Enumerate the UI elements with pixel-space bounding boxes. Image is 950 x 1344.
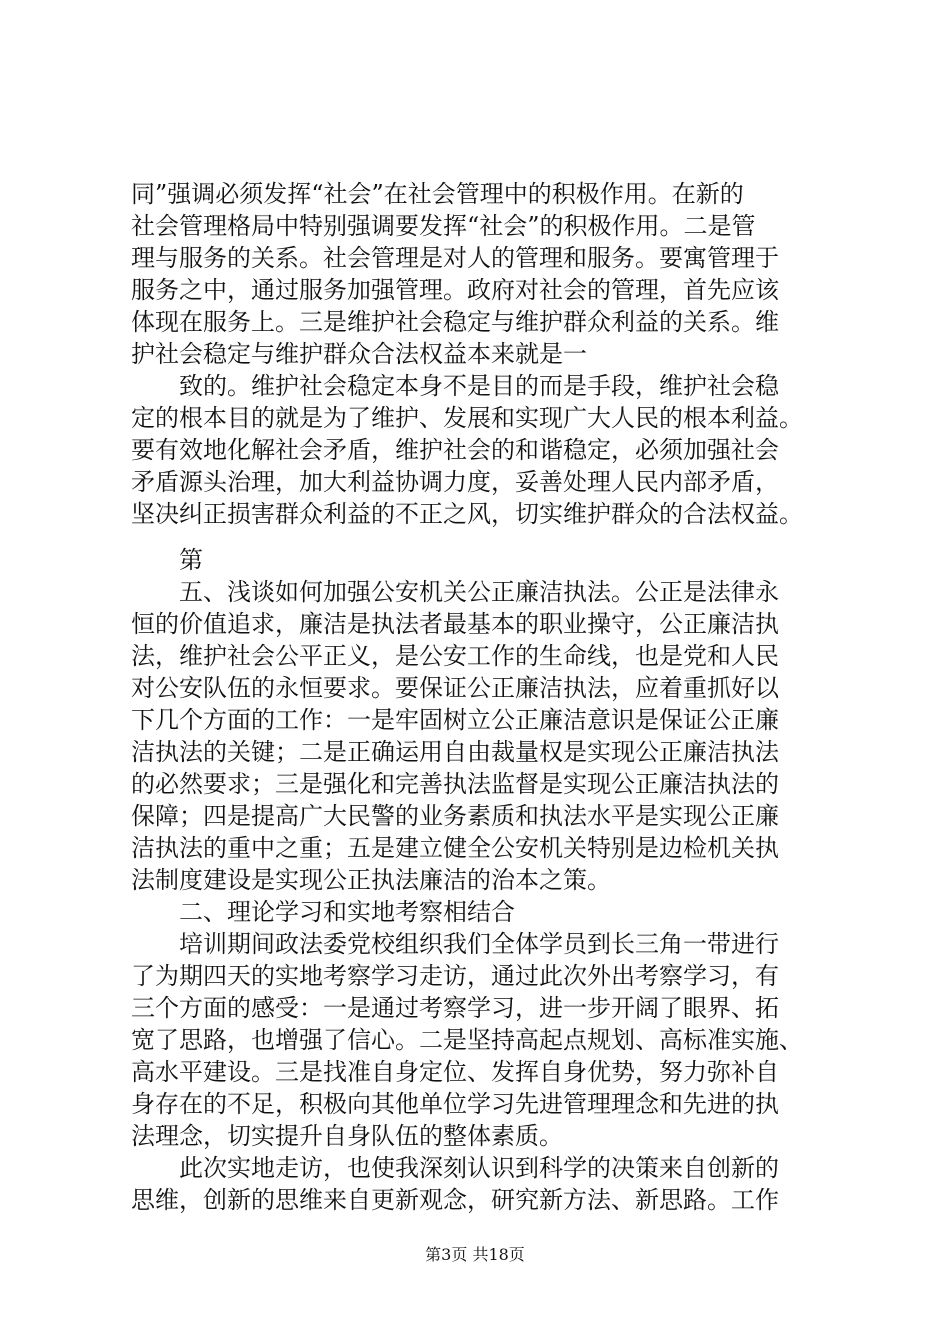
body-text-line: 此次实地走访，也使我深刻认识到科学的决策来自创新的 <box>131 1154 779 1182</box>
section-label: 第 <box>131 546 203 574</box>
page-number-footer: 第3页 共18页 <box>425 1245 525 1264</box>
body-text-line: 思维，创新的思维来自更新观念，研究新方法、新思路。工作 <box>131 1186 779 1214</box>
body-text-line: 法理念，切实提升自身队伍的整体素质。 <box>131 1122 563 1150</box>
body-text-line: 三个方面的感受：一是通过考察学习，进一步开阔了眼界、拓 <box>131 994 779 1022</box>
body-text-line: 理与服务的关系。社会管理是对人的管理和服务。要寓管理于 <box>131 244 779 272</box>
body-text-line: 矛盾源头治理，加大利益协调力度，妥善处理人民内部矛盾， <box>131 468 779 496</box>
body-text-line: 洁执法的关键；二是正确运用自由裁量权是实现公正廉洁执法 <box>131 738 779 766</box>
body-text-line: 要有效地化解社会矛盾，维护社会的和谐稳定，必须加强社会 <box>131 436 779 464</box>
body-text-line: 洁执法的重中之重；五是建立健全公安机关特别是边检机关执 <box>131 834 779 862</box>
body-text-line: 对公安队伍的永恒要求。要保证公正廉洁执法，应着重抓好以 <box>131 674 779 702</box>
body-text-line: 保障；四是提高广大民警的业务素质和执法水平是实现公正廉 <box>131 802 779 830</box>
body-text-line: 法，维护社会公平正义，是公安工作的生命线，也是党和人民 <box>131 642 779 670</box>
body-text-line: 法制度建设是实现公正执法廉洁的治本之策。 <box>131 866 611 894</box>
body-text-line: 下几个方面的工作：一是牢固树立公正廉洁意识是保证公正廉 <box>131 706 779 734</box>
body-text-line: 坚决纠正损害群众利益的不正之风，切实维护群众的合法权益。 <box>131 500 803 528</box>
body-text-line: 护社会稳定与维护群众合法权益本来就是一 <box>131 340 587 368</box>
body-text-line: 社会管理格局中特别强调要发挥“社会”的积极作用。二是管 <box>131 212 756 240</box>
body-text-line: 宽了思路，也增强了信心。二是坚持高起点规划、高标准实施、 <box>131 1026 803 1054</box>
body-text-line: 同”强调必须发挥“社会”在社会管理中的积极作用。在新的 <box>131 180 744 208</box>
body-text-line: 五、浅谈如何加强公安机关公正廉洁执法。公正是法律永 <box>131 578 779 606</box>
body-text-line: 体现在服务上。三是维护社会稳定与维护群众利益的关系。维 <box>131 308 779 336</box>
body-text-line: 定的根本目的就是为了维护、发展和实现广大人民的根本利益。 <box>131 404 803 432</box>
body-text-line: 身存在的不足，积极向其他单位学习先进管理理念和先进的执 <box>131 1090 779 1118</box>
body-text-line: 高水平建设。三是找准自身定位、发挥自身优势，努力弥补自 <box>131 1058 779 1086</box>
body-text-line: 致的。维护社会稳定本身不是目的而是手段，维护社会稳 <box>131 372 779 400</box>
body-text-line: 恒的价值追求，廉洁是执法者最基本的职业操守，公正廉洁执 <box>131 610 779 638</box>
section-heading: 二、理论学习和实地考察相结合 <box>131 898 515 926</box>
body-text-line: 培训期间政法委党校组织我们全体学员到长三角一带进行 <box>131 930 779 958</box>
body-text-line: 了为期四天的实地考察学习走访，通过此次外出考察学习，有 <box>131 962 779 990</box>
body-text-line: 服务之中，通过服务加强管理。政府对社会的管理，首先应该 <box>131 276 779 304</box>
body-text-line: 的必然要求；三是强化和完善执法监督是实现公正廉洁执法的 <box>131 770 779 798</box>
